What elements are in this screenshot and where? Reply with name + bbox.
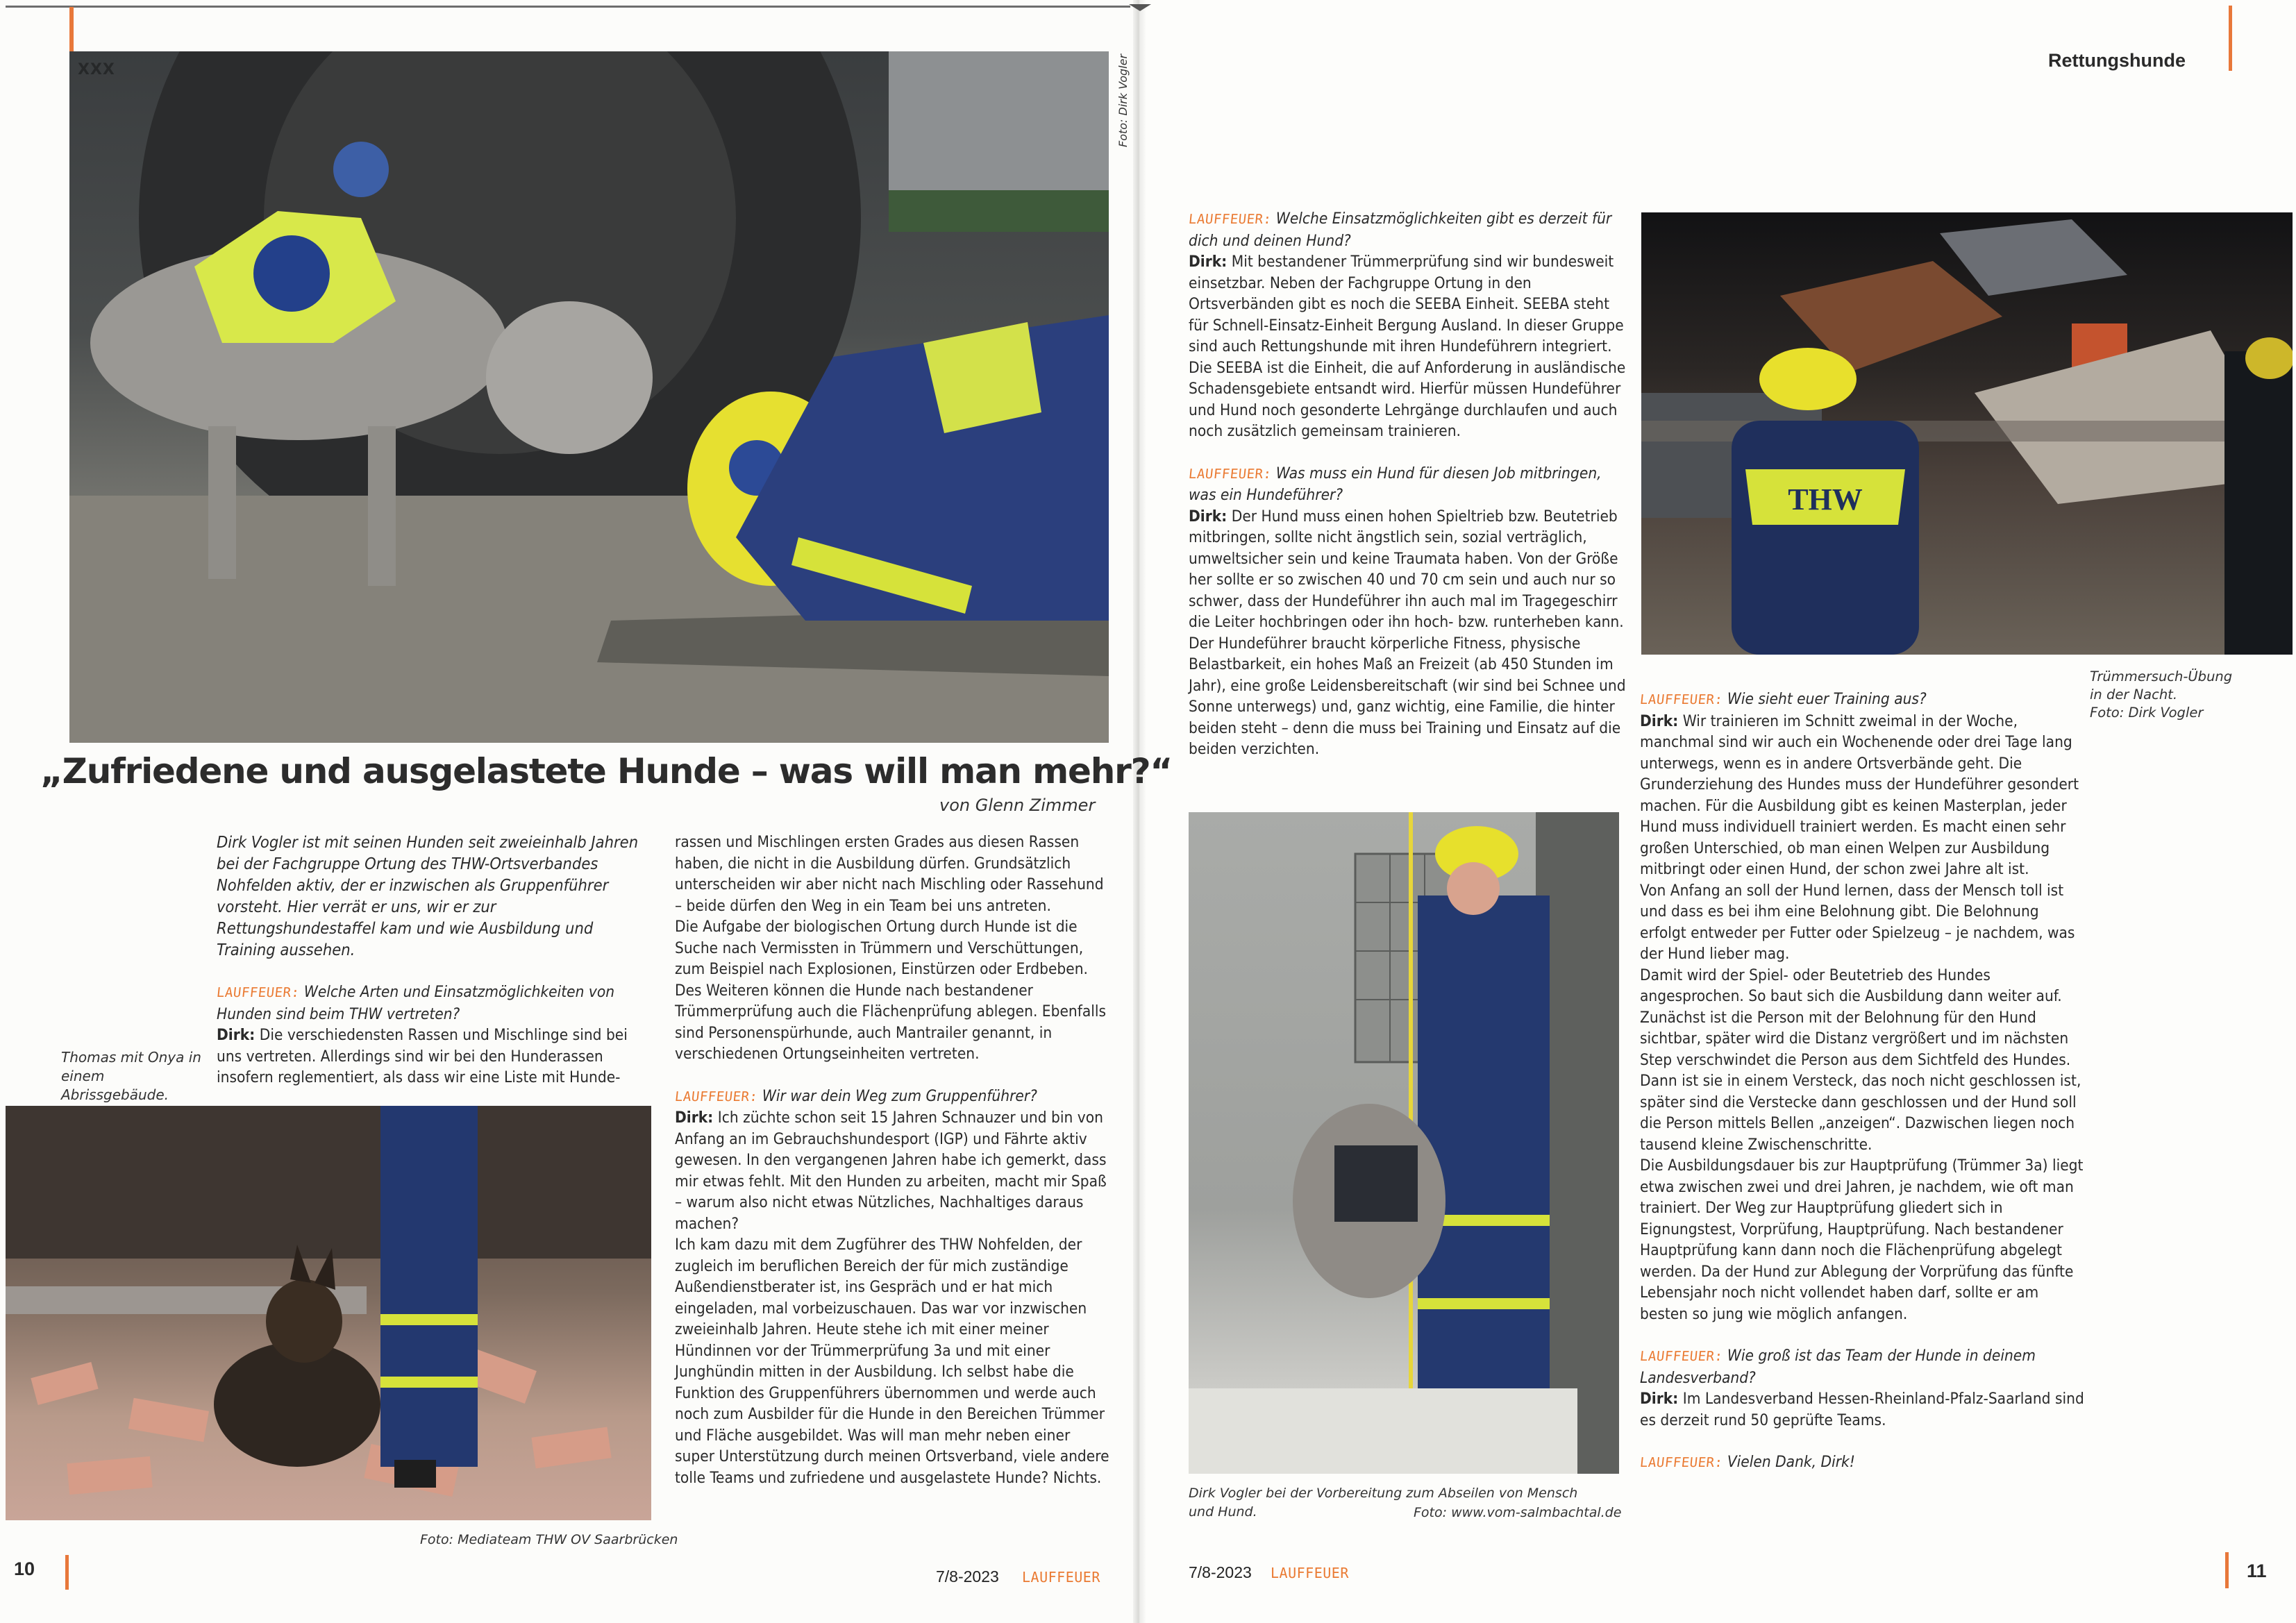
qa-answer — [1189, 506, 1633, 633]
answer-label: Dirk: — [1640, 1390, 1679, 1408]
thw-helper-back — [1732, 421, 1919, 655]
issue-date-right: 7/8-2023 — [1189, 1563, 1252, 1581]
hero-photo-illustration — [69, 51, 1109, 743]
question-text: Welche Arten und Einsatzmöglichkeiten von Hunden sind beim THW vertreten? — [217, 983, 615, 1023]
blue-cap — [333, 142, 389, 197]
magazine-brand-right: LAUFFEUER — [1271, 1565, 1349, 1581]
qa-answer — [1189, 251, 1633, 442]
answer-label: Dirk: — [1189, 253, 1227, 271]
hero-photo-credit: Foto: Dirk Vogler — [1116, 53, 1130, 147]
qa-answer — [1640, 1388, 2084, 1431]
dog-harness — [1334, 1145, 1418, 1222]
hero-photo — [69, 51, 1109, 743]
right-column-2 — [1640, 689, 2084, 1474]
question-text: Welche Einsatzmöglichkeiten gibt es derzeit für dich und deinen Hund? — [1189, 210, 1612, 250]
abseil-photo-credit: Foto: www.vom-salmbachtal.de — [1414, 1505, 1622, 1520]
ruined-wall — [6, 1106, 651, 1259]
question-text: Wie groß ist das Team der Hunde in deinem Landesverband? — [1640, 1347, 2036, 1387]
qa-question — [675, 1086, 1112, 1108]
rubble-photo — [6, 1106, 651, 1520]
second-helmet — [2245, 337, 2293, 379]
lauffeuer-label: LAUFFEUER: — [673, 1088, 759, 1104]
article-intro: Dirk Vogler ist mit seinen Hunden seit zweieinhalb Jahren bei der Fachgruppe Ortung des THW-Ortsverbandes Nohfelden aktiv, der er inzwischen als Gruppenführer vorsteht. Hier verrät er uns, wir er zur Rettungshundestaffel kam und wie Ausbildung und Training aussehen. — [217, 832, 639, 959]
qa-question — [1189, 463, 1633, 506]
night-photo-illustration — [1641, 212, 2293, 655]
rubble-photo-illustration — [6, 1106, 651, 1520]
section-title: Rettungshunde — [2048, 50, 2186, 71]
lauffeuer-label: LAUFFEUER: — [1187, 466, 1273, 482]
right-column-1 — [1189, 208, 1633, 760]
thw-vest-logo — [253, 235, 330, 312]
answer-paragraph: Im Landesverband Hessen-Rheinland-Pfalz-Saarland sind es derzeit rund 50 geprüfte Teams. — [1640, 1390, 2084, 1429]
abseil-photo — [1189, 812, 1619, 1474]
caption-rubble-photo: Thomas mit Onya in einem Abrissgebäude. — [61, 1049, 201, 1103]
leg-reflective-stripe — [380, 1377, 478, 1388]
night-photo — [1641, 212, 2293, 655]
answer-paragraph: Der Hundeführer braucht körperliche Fitness, physische Belastbarkeit, ein hohes Maß an Freizeit (ab 450 Stunden im Jahr), eine große Leidensbereitschaft (wir sind bei Schnee und Sonne unterwegs) und, ganz wichtig, eine Familie, die hinter beiden steht – denn die muss bei Training und Einsatz auf die beiden verzichten. — [1189, 634, 1626, 758]
qa-answer — [217, 1025, 653, 1088]
qa-question — [1640, 689, 2084, 711]
caption-line: in der Nacht. — [2090, 687, 2178, 703]
schnauzer-leg — [208, 426, 236, 579]
closing-text: Vielen Dank, Dirk! — [1727, 1453, 1855, 1471]
spine-notch — [1129, 4, 1151, 11]
qa-answer — [1640, 711, 2084, 880]
qa-closing — [1640, 1452, 2084, 1474]
thw-helper-legs — [380, 1106, 478, 1467]
stacked-car-wreck — [1940, 219, 2127, 296]
answer-text-part-1: Die verschiedensten Rassen und Mischlinge sind bei uns vertreten. Allerdings sind wir bei den Hunderassen insofern reglementiert, als dass wir eine Liste mit Hunde- — [217, 1026, 628, 1086]
leg-reflective-stripe — [380, 1314, 478, 1325]
answer-label: Dirk: — [1640, 712, 1679, 730]
answer-paragraph: Ich kam dazu mit dem Zugführer des THW Nohfelden, der zugleich im beruflichen Bereich der für mich zuständige Außendienstberater ist, ins Gespräch und er hat mich eingeladen, mal vorbeizuschauen. Das war vor inzwischen zweieinhalb Jahren. Heute stehe ich mit einer meiner Hündinnen vor der Trümmerprüfung 3a und mit einer Junghündin mitten in der Ausbildung. Ich selbst habe die Funktion des Gruppenführers übernommen und werde auch noch zum Ausbilder für die Hunde in den Bereichen Trümmer und Fläche ausgebildet. Was will man mehr neben einer super Unterstützung durch meinen Ortsverband, viele andere tolle Teams und zufriedene und ausgelastete Hunde? Nichts. — [675, 1236, 1109, 1487]
yellow-helmet — [1759, 348, 1857, 410]
question-text: Wir war dein Weg zum Gruppenführer? — [762, 1086, 1037, 1105]
lauffeuer-label: LAUFFEUER: — [1639, 692, 1724, 707]
answer-paragraph: Ich züchte schon seit 15 Jahren Schnauzer und bin von Anfang an im Gebrauchshundesport (IGP) und Fährte aktiv gewesen. In den vergangenen Jahren habe ich gemerkt, dass mir etwas fehlt. Mit den Hunden zu arbeiten, macht mir Spaß – warum also nicht etwas Nützliches, Nachhaltiges daraus machen? — [675, 1109, 1107, 1233]
answer-paragraph: Von Anfang an soll der Hund lernen, dass der Mensch toll ist und dass es bei ihm eine Belohnung gibt. Die Belohnung erfolgt entweder per Futter oder Spielzeug – je nachdem, was der Hund lieber mag. — [1640, 881, 2075, 963]
lauffeuer-label: LAUFFEUER: — [215, 985, 301, 1000]
answer-paragraph: Der Hund muss einen hohen Spieltrieb bzw. Beutetrieb mitbringen, sollte nicht ängstlich sein, sozial verträglich, umweltsicher sein und keine Traumata haben. Von der Größe her sollte er so zwischen 40 und 70 cm sein und auch nur so schwer, dass der Hundeführer ihn auch mal im Tragegeschirr die Leiter hochbringen oder ihn hoch- bzw. runterheben kann. — [1189, 507, 1624, 631]
lauffeuer-label: LAUFFEUER: — [1639, 1349, 1724, 1364]
caption-night-photo — [2090, 668, 2277, 722]
qa-question — [217, 982, 653, 1025]
helper-face — [1447, 862, 1500, 915]
qa-answer — [675, 1107, 1112, 1234]
article-headline: „Zufriedene und ausgelastete Hunde – was will man mehr?“ — [40, 751, 1173, 791]
left-column-2 — [675, 832, 1112, 1488]
lauffeuer-label: LAUFFEUER: — [1187, 212, 1273, 227]
qa-question — [1640, 1345, 2084, 1388]
article-byline: von Glenn Zimmer — [939, 796, 1096, 815]
answer-text-continued: rassen und Mischlingen ersten Grades aus diesen Rassen haben, die nicht in die Ausbildung dürfen. Grundsätzlich unterscheiden wir aber nicht nach Mischling oder Rassehund – beide dürfen den Weg in ein Team bei uns antreten. — [675, 833, 1104, 915]
page-number-right: 11 — [2247, 1561, 2267, 1581]
background-hedge — [889, 190, 1109, 232]
answer-label: Dirk: — [675, 1109, 714, 1127]
qa-question — [1189, 208, 1633, 251]
caption-line: Foto: Dirk Vogler — [2090, 705, 2204, 721]
page-number-left: 10 — [14, 1558, 35, 1579]
answer-paragraph: Die Ausbildungsdauer bis zur Hauptprüfung (Trümmer 3a) liegt etwa zwischen zwei und drei Jahren, je nachdem, wie oft man trainiert. Der Weg zur Hauptprüfung gliedert sich in Eignungstest, Vorprüfung, Hauptprüfung. Nach bestandener Hauptprüfung kann dann noch die Flächenprüfung abgelegt werden. Da der Hund zur Ablegung der Vorprüfung das fünfte Lebensjahr noch nicht vollendet haben darf, sollte er am besten so jung wie möglich anfangen. — [1640, 1157, 2084, 1323]
top-rule — [6, 6, 1130, 8]
caption-line: Trümmersuch-Übung — [2090, 668, 2233, 684]
answer-label: Dirk: — [217, 1026, 255, 1044]
folio-bar-right — [2225, 1552, 2229, 1588]
schnauzer-head — [486, 301, 653, 454]
issue-date-left: 7/8-2023 — [936, 1567, 999, 1586]
answer-label: Dirk: — [1189, 507, 1227, 525]
answer-paragraph: Die Aufgabe der biologischen Ortung durch Hunde ist die Suche nach Vermissten in Trümmern und Verschüttungen, zum Beispiel nach Explosionen, Einstürzen oder Erdbeben. Des Weiteren können die Hunde nach bestandener Trümmerprüfung auch die Flächenprüfung ablegen. Ebenfalls sind Personenspürhunde, auch Mantrailer genannt, in verschiedenen Ortungseinheiten vertreten. — [675, 918, 1107, 1063]
building-ledge — [1189, 1388, 1577, 1474]
abseil-photo-illustration — [1189, 812, 1619, 1474]
answer-paragraph: Damit wird der Spiel- oder Beutetrieb des Hundes angesprochen. So baut sich die Ausbildung dann weiter auf. Zunächst ist die Person mit der Belohnung für den Hund sichtbar, später wird die Distanz vergrößert und im nächsten Step verschwindet die Person aus dem Sichtfeld des Hundes. Dann ist sie in einem Versteck, das noch nicht geschlossen ist, später sind die Verstecke dann geschlossen und der Hund soll die Person mittels Bellen „anzeigen“. Dazwischen liegen noch tausend kleine Zwischenschritte. — [1640, 966, 2081, 1154]
spine-gutter — [1133, 0, 1146, 1623]
second-helper-silhouette — [2224, 351, 2293, 655]
question-text: Wie sieht euer Training aus? — [1727, 690, 1927, 708]
answer-paragraph: Mit bestandener Trümmerprüfung sind wir bundesweit einsetzbar. Neben der Fachgruppe Ortung in den Ortsverbänden gibt es noch die SEEBA Einheit. SEEBA steht für Schnell-Einsatz-Einheit Bergung Ausland. In dieser Gruppe sind auch Rettungshunde mit ihren Hundeführern integriert. Die SEEBA ist die Einheit, die auf Anforderung in ausländische Schadensgebiete entsandt wird. Hierfür müssen Hundeführer und Hund noch gesonderte Lehrgänge durchlaufen und auch noch zusätzlich gemeinsam trainieren. — [1189, 253, 1626, 440]
boot — [394, 1460, 436, 1488]
question-text: Was muss ein Hund für diesen Job mitbringen, was ein Hundeführer? — [1189, 464, 1602, 504]
section-title-bar — [2229, 6, 2232, 71]
rubble-photo-credit: Foto: Mediateam THW OV Saarbrücken — [420, 1532, 678, 1547]
reflective-stripe — [1418, 1298, 1550, 1309]
schnauzer-leg — [368, 426, 396, 586]
answer-paragraph: Wir trainieren im Schnitt zweimal in der Woche, manchmal sind wir auch ein Wochenende oder drei Tage lang unterwegs, wenn es in andere Ortsverbände geht. Die Grunderziehung des Hundes muss der Hundeführer gesondert machen. Für die Ausbildung gibt es keinen Masterplan, jeder Hund muss individuell trainiert werden. Es macht einen sehr großen Unterschied, ob man einen Welpen zur Ausbildung mitbringt oder einen Hund, der schon zwei Jahre alt ist. — [1640, 712, 2079, 878]
magazine-brand-left: LAUFFEUER — [1022, 1569, 1100, 1586]
corner-marker: XXX — [78, 61, 115, 78]
left-column-1 — [217, 832, 653, 1088]
caption-abseil-photo: Dirk Vogler bei der Vorbereitung zum Abseilen von Mensch und Hund. — [1189, 1486, 1578, 1520]
shepherd-dog-head — [266, 1279, 342, 1363]
folio-bar-left — [65, 1555, 69, 1590]
thw-lettering: THW — [1788, 482, 1863, 516]
lauffeuer-label: LAUFFEUER: — [1639, 1455, 1724, 1470]
